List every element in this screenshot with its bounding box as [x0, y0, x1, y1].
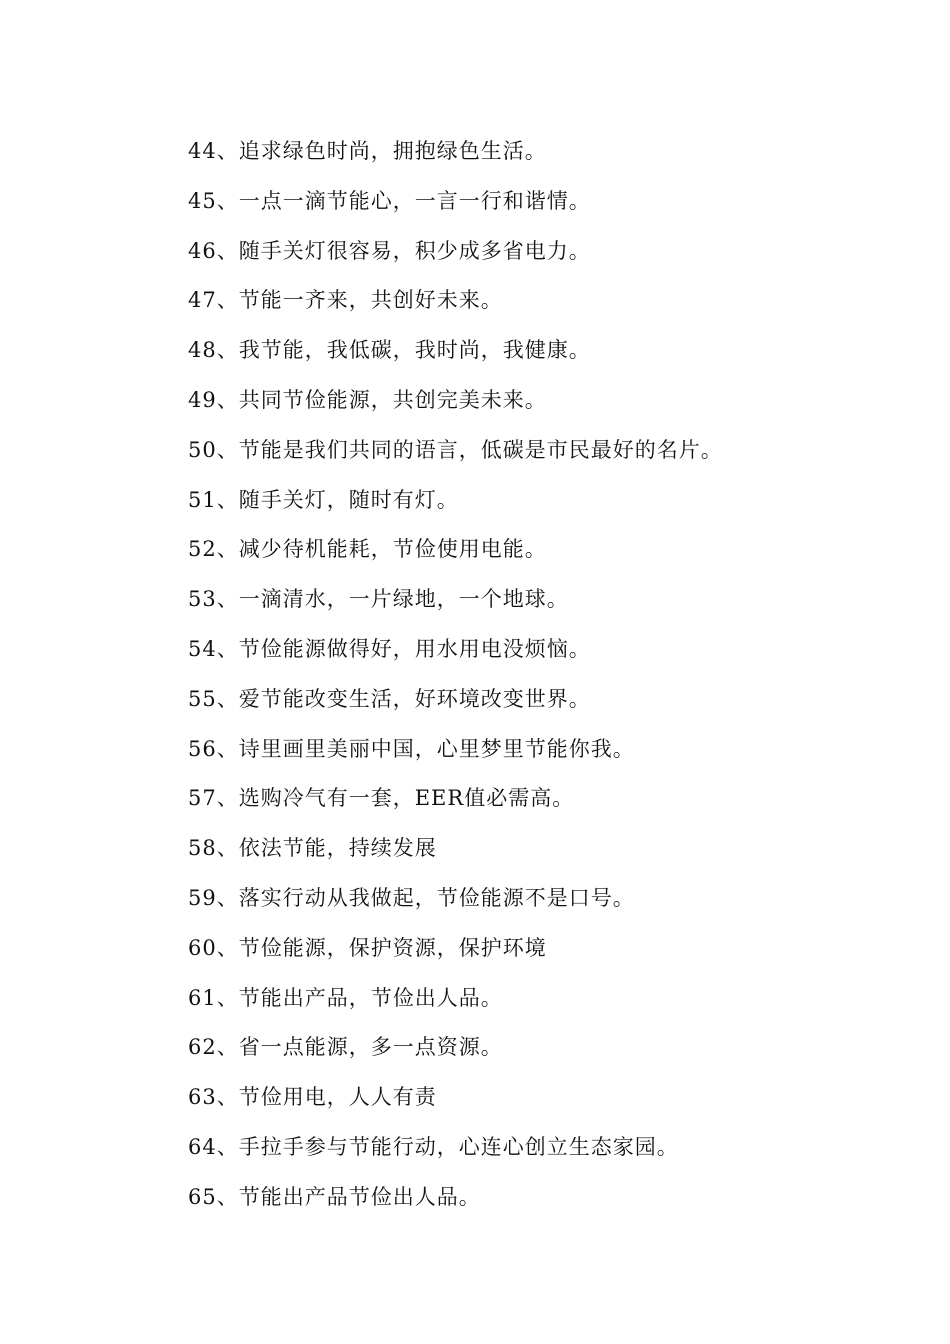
slogan-line: 49、共同节俭能源，共创完美未来。 — [188, 387, 547, 412]
slogan-line: 56、诗里画里美丽中国，心里梦里节能你我。 — [188, 736, 635, 761]
slogan-line: 59、落实行动从我做起，节俭能源不是口号。 — [188, 885, 635, 910]
slogan-line: 58、依法节能，持续发展 — [188, 836, 437, 861]
slogan-line: 52、减少待机能耗，节俭使用电能。 — [188, 537, 547, 562]
slogan-line: 55、爱节能改变生活，好环境改变世界。 — [188, 686, 591, 711]
slogan-line: 54、节俭能源做得好，用水用电没烦恼。 — [188, 636, 591, 661]
slogan-line: 47、节能一齐来，共创好未来。 — [188, 288, 503, 313]
slogan-line: 45、一点一滴节能心，一言一行和谐情。 — [188, 188, 591, 213]
slogan-line: 51、随手关灯，随时有灯。 — [188, 487, 459, 512]
slogan-line: 65、节能出产品节俭出人品。 — [188, 1184, 481, 1209]
slogan-line: 62、省一点能源，多一点资源。 — [188, 1035, 503, 1060]
slogan-line: 44、追求绿色时尚，拥抱绿色生活。 — [188, 139, 547, 163]
slogan-line: 60、节俭能源，保护资源，保护环境 — [188, 935, 547, 960]
slogan-line: 61、节能出产品，节俭出人品。 — [188, 985, 503, 1010]
slogan-line: 57、选购冷气有一套，EER值必需高。 — [188, 786, 575, 811]
slogan-line: 48、我节能，我低碳，我时尚，我健康。 — [188, 338, 591, 363]
slogan-line: 50、节能是我们共同的语言，低碳是市民最好的名片。 — [188, 437, 723, 462]
slogan-line: 63、节俭用电，人人有责 — [188, 1085, 437, 1110]
slogan-line: 46、随手关灯很容易，积少成多省电力。 — [188, 238, 591, 263]
slogan-list — [188, 136, 888, 1232]
slogan-line: 53、一滴清水，一片绿地，一个地球。 — [188, 587, 569, 612]
slogan-line: 64、手拉手参与节能行动，心连心创立生态家园。 — [188, 1134, 679, 1159]
